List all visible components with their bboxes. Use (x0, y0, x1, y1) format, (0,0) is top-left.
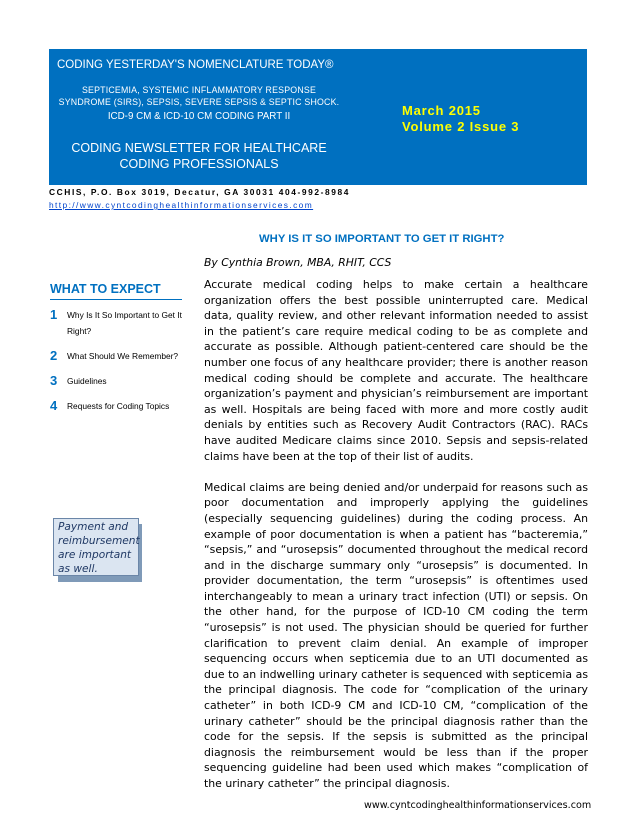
contents-label: Why Is It So Important to Get It Right? (67, 310, 182, 336)
sidebar-heading: WHAT TO EXPECT (50, 282, 161, 296)
issue-info (402, 103, 519, 135)
masthead-title: CODING YESTERDAY'S NOMENCLATURE TODAY® (57, 59, 334, 71)
contents-label: What Should We Remember? (67, 351, 179, 361)
contents-item (50, 348, 184, 364)
topic-line-1: SEPTICEMIA, SYSTEMIC INFLAMMATORY RESPONSE (81, 85, 317, 95)
topic-line-2: SYNDROME (SIRS), SEPSIS, SEVERE SEPSIS & SEPTIC SHOCK. (58, 97, 340, 107)
issue-date: March 2015 (402, 103, 481, 118)
contents-number: 1 (50, 307, 58, 322)
contents-item (50, 373, 184, 389)
contents-item (50, 398, 184, 414)
contents-label: Requests for Coding Topics (67, 401, 170, 411)
topic-line-3: ICD-9 CM & ICD-10 CM CODING PART II (107, 111, 291, 122)
article-body (204, 277, 588, 790)
article-paragraph: Accurate medical coding helps to make certain a healthcare organization offers the best possible uninterrupted care. Medical data, quality review, and other relevant information needed to assist in the patient’s care require medical coding to be as complete and accurate as possible. Although patient-centered care should be the number one focus of any healthcare provider; there is another reason medical coding should be complete and accurate. The healthcare organization’s payment and physician’s reimbursement are important as well. Hospitals are being faced with more and more costly audit denials by entities such as Recovery Audit Contractors (RAC). RACs have audited Medicare claims since 2010. Sepsis and sepsis-related claims have been at the top of their list of audits. (204, 278, 588, 463)
website-link[interactable]: http://www.cyntcodinghealthinformationservices.com (49, 200, 314, 210)
tagline-line-1: CODING NEWSLETTER FOR HEALTHCARE (71, 141, 327, 155)
contents-number: 3 (50, 373, 58, 388)
issue-volume: Volume 2 Issue 3 (402, 119, 520, 134)
contents-label: Guidelines (67, 376, 107, 386)
tagline-line-2: CODING PROFESSIONALS (119, 157, 279, 171)
contents-number: 4 (50, 398, 58, 413)
contents-item (50, 307, 184, 339)
pull-quote-callout: Payment and reimbursement are important as well. (53, 518, 139, 576)
footer-website: www.cyntcodinghealthinformationservices.com (364, 800, 592, 811)
contents-number: 2 (50, 348, 58, 363)
mailing-address: CCHIS, P.O. Box 3019, Decatur, GA 30031 404-992-8984 (49, 187, 351, 197)
contents-list (50, 307, 184, 423)
article-paragraph: Medical claims are being denied and/or underpaid for reasons such as poor documentation and improperly applying the guidelines (especially sequencing guidelines) during the coding process. An example of poor documentation is when a patient has “bacteremia,” “sepsis,” and “urosepsis” documented throughout the medical record and in the discharge summary only “urosepsis” is documented. In provider documentation, the term “urosepsis” is oftentimes used interchangeably to mean a urinary tract infection (UTI) or sepsis. On the other hand, for the purpose of ICD-10 CM coding the term “urosepsis” is not used. The physician should be queried for further clarification to prevent claim denial. An example of improper sequencing occurs when septicemia due to an UTI documented as due to an indwelling urinary catheter is sequenced with septicemia as the principal diagnosis. The code for “complication of the urinary catheter” in both ICD-9 CM and ICD-10 CM, “complication of the urinary catheter” should be the principal diagnosis rather than the code for the sepsis. If the sepsis is submitted as the principal diagnosis the reimbursement would be less than if the proper sequencing guideline had been used which makes “complication of the urinary catheter” the principal diagnosis. (204, 480, 588, 790)
sidebar-divider (50, 299, 182, 300)
article-title: WHY IS IT SO IMPORTANT TO GET IT RIGHT? (259, 233, 505, 245)
article-byline: By Cynthia Brown, MBA, RHIT, CCS (204, 256, 392, 269)
